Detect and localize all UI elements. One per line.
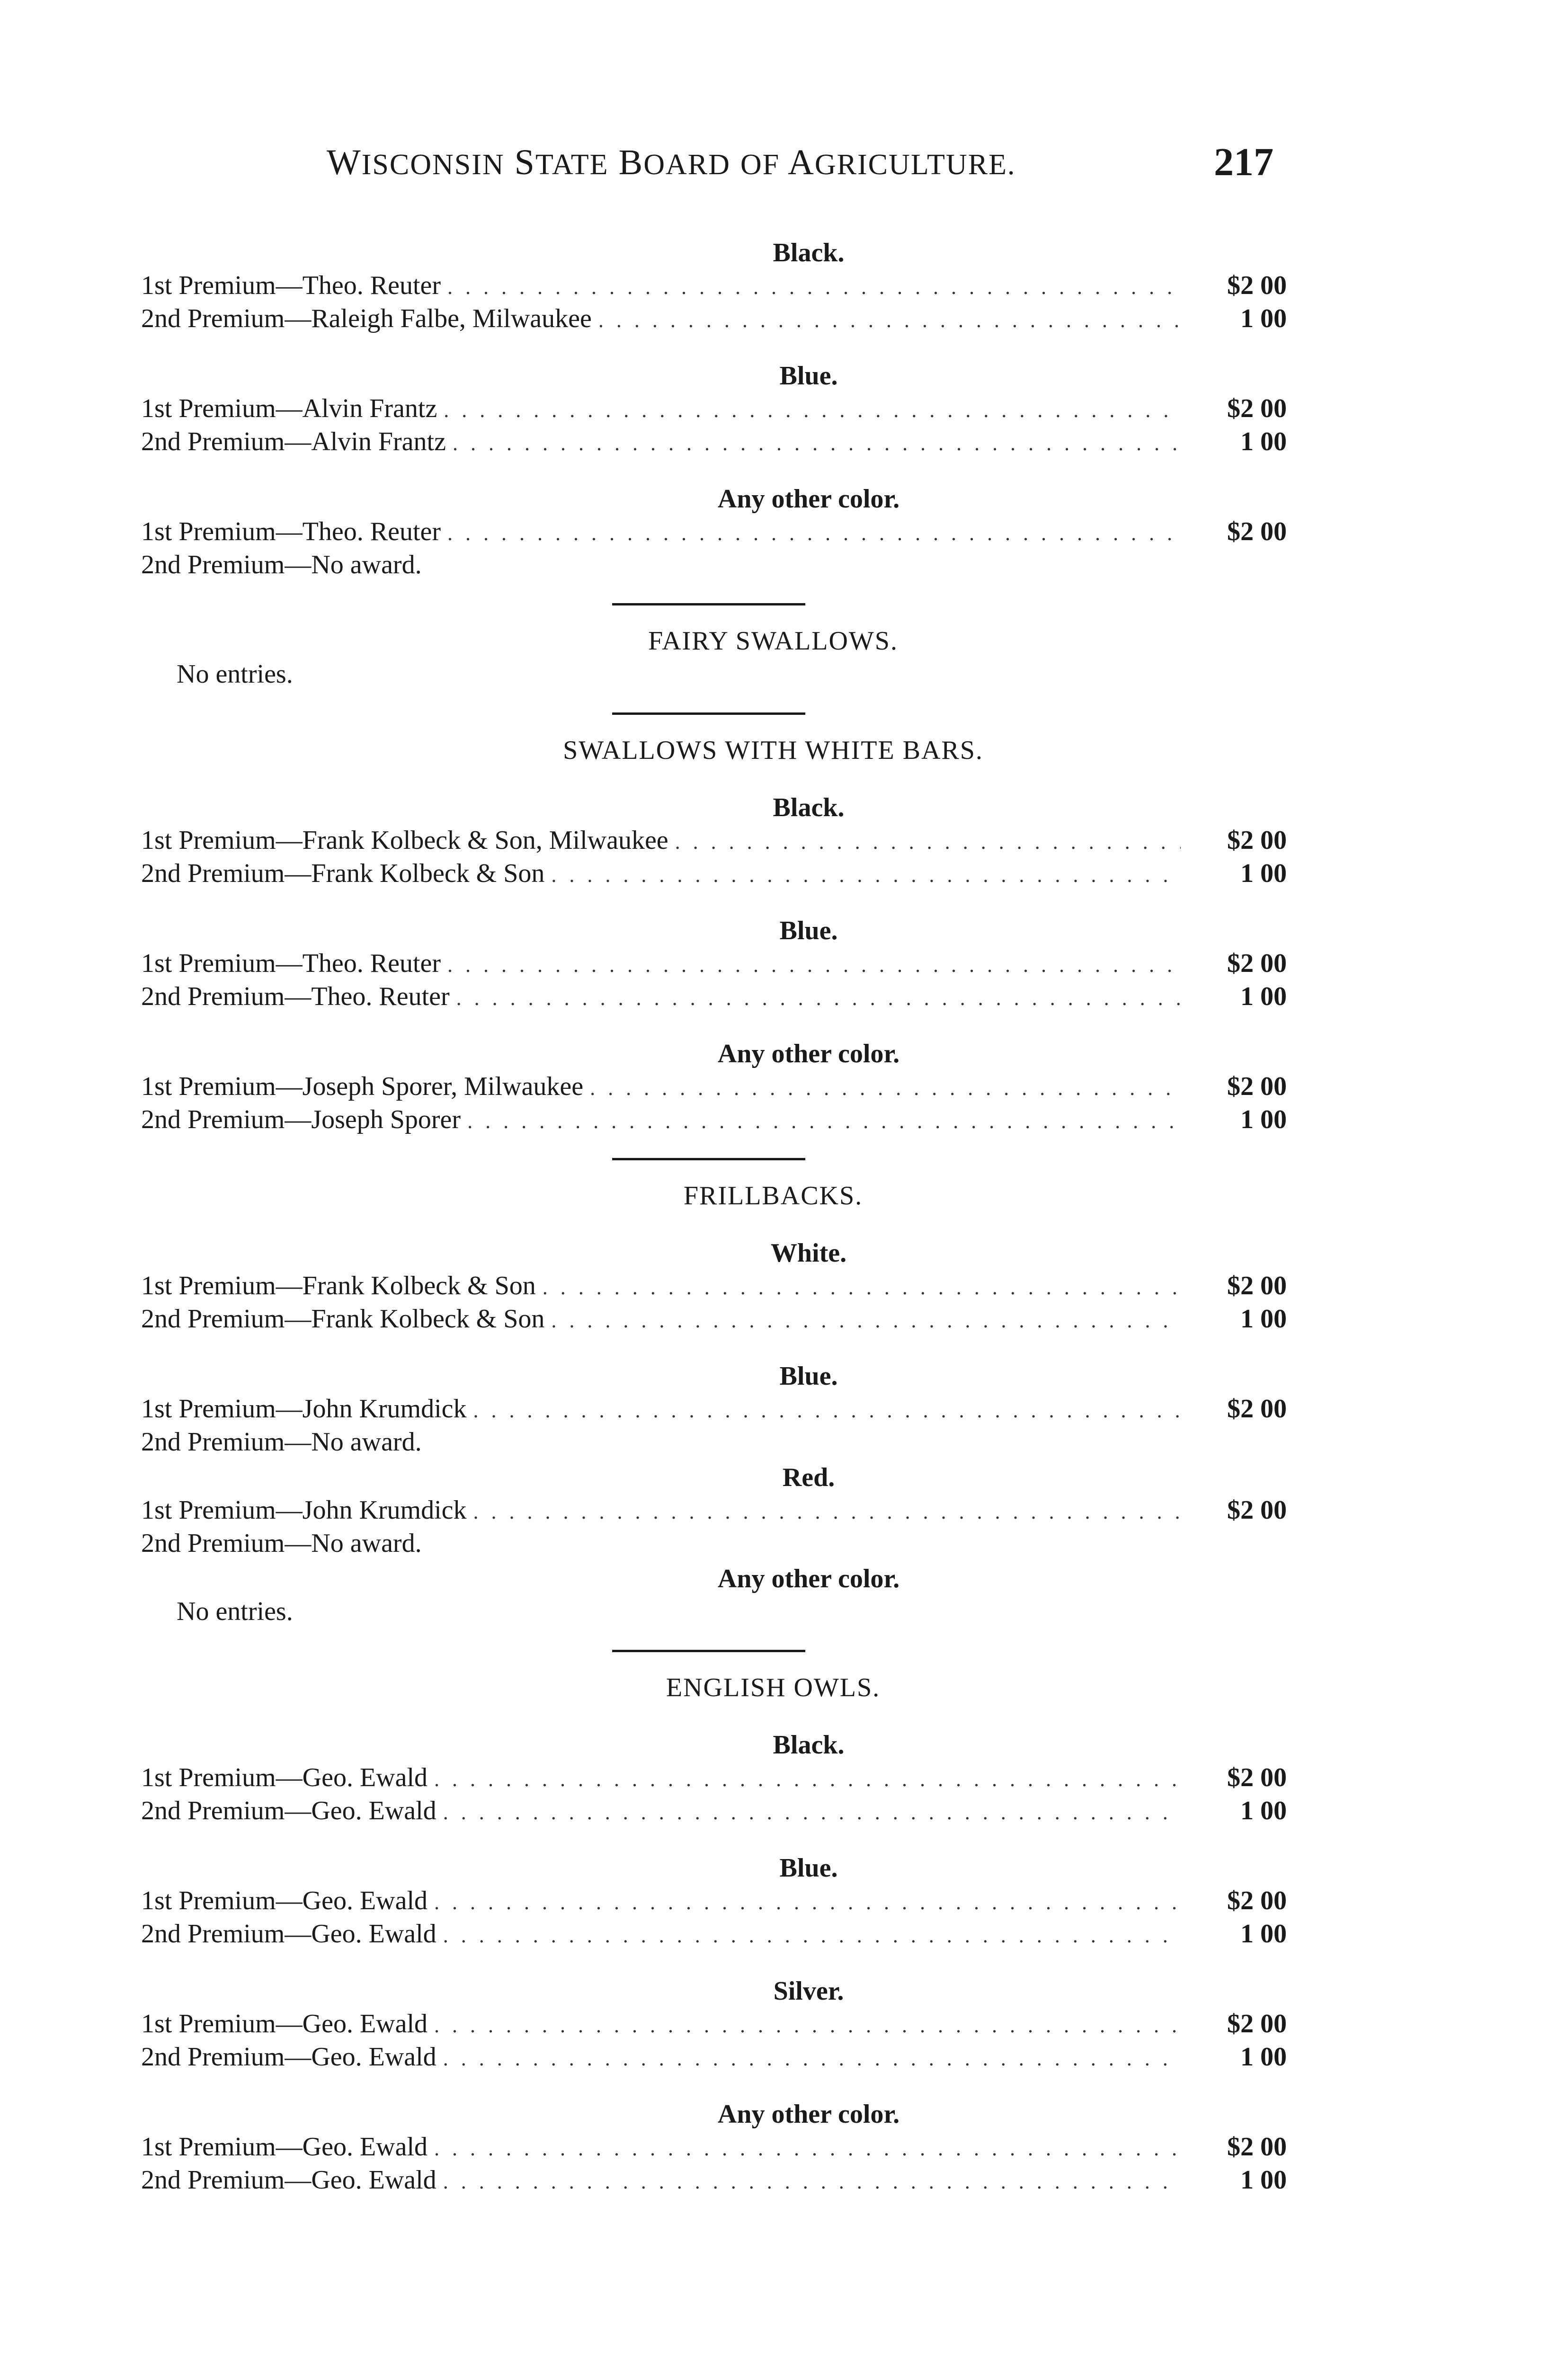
premium-entry: 2nd Premium—No award. [141,1529,422,1558]
premium-entry: 1st Premium—Geo. Ewald . . . $2 00 [141,1884,1287,1917]
premium-entry: 2nd Premium—Joseph Sporer . . . 1 00 [141,1103,1287,1136]
subheading-any-other-color: Any other color. [717,2100,900,2129]
subheading-blue: Blue. [779,1361,838,1391]
subheading-black: Black. [773,1730,845,1760]
section-divider [612,603,805,605]
premium-entry: 1st Premium—Frank Kolbeck & Son, Milwaukee . . . $2 00 [141,824,1287,857]
section-divider [612,712,805,715]
section-divider [612,1650,805,1652]
section-heading-fairy-swallows: FAIRY SWALLOWS. [648,626,898,656]
premium-entry: 2nd Premium—Geo. Ewald . . . 1 00 [141,2163,1287,2197]
premium-list [141,237,1287,2197]
running-title: WISCONSIN STATE BOARD OF AGRICULTURE. [327,142,1016,182]
premium-entry: 1st Premium—Geo. Ewald . . . $2 00 [141,2130,1287,2163]
premium-entry: 1st Premium—Geo. Ewald . . . $2 00 [141,1761,1287,1794]
premium-entry: 1st Premium—Geo. Ewald . . . $2 00 [141,2007,1287,2040]
premium-entry: 1st Premium—Theo. Reuter . . . $2 00 [141,515,1287,548]
premium-entry: 2nd Premium—Frank Kolbeck & Son . . . 1 00 [141,1302,1287,1335]
section-heading-frillbacks: FRILLBACKS. [683,1181,863,1210]
subheading-white: White. [770,1238,847,1268]
premium-entry: 2nd Premium—Theo. Reuter . . . 1 00 [141,980,1287,1013]
subheading-blue: Blue. [779,1853,838,1883]
premium-entry: 1st Premium—Theo. Reuter . . . $2 00 [141,947,1287,980]
premium-entry: 2nd Premium—Geo. Ewald . . . 1 00 [141,1917,1287,1950]
subheading-red: Red. [782,1463,835,1492]
subheading-blue: Blue. [779,361,838,391]
subheading-silver: Silver. [773,1976,844,2006]
section-heading-swallows: SWALLOWS WITH WHITE BARS. [563,736,983,765]
running-header [327,142,1274,199]
premium-entry: 2nd Premium—No award. [141,550,422,579]
premium-entry: 1st Premium—John Krumdick . . . $2 00 [141,1392,1287,1425]
premium-entry: 2nd Premium—Frank Kolbeck & Son . . . 1 00 [141,857,1287,890]
page-number: 217 [1214,140,1274,184]
section-divider [612,1158,805,1160]
no-entries-note: No entries. [177,659,293,689]
subheading-black: Black. [773,793,845,822]
premium-entry: 2nd Premium—Geo. Ewald . . . 1 00 [141,1794,1287,1827]
premium-entry: 1st Premium—Alvin Frantz . . . $2 00 [141,392,1287,425]
subheading-black: Black. [773,238,845,267]
premium-entry: 1st Premium—Theo. Reuter . . . $2 00 [141,269,1287,302]
premium-entry: 2nd Premium—Raleigh Falbe, Milwaukee . . . 1 00 [141,302,1287,335]
premium-entry: 1st Premium—Joseph Sporer, Milwaukee . . . $2 00 [141,1070,1287,1103]
subheading-any-other-color: Any other color. [717,484,900,514]
section-heading-english-owls: ENGLISH OWLS. [666,1673,881,1702]
premium-entry: 2nd Premium—No award. [141,1427,422,1457]
premium-entry: 1st Premium—John Krumdick . . . $2 00 [141,1494,1287,1527]
subheading-blue: Blue. [779,916,838,945]
premium-entry: 2nd Premium—Geo. Ewald . . . 1 00 [141,2040,1287,2073]
subheading-any-other-color: Any other color. [717,1564,900,1593]
premium-entry: 2nd Premium—Alvin Frantz . . . 1 00 [141,425,1287,458]
subheading-any-other-color: Any other color. [717,1039,900,1068]
premium-entry: 1st Premium—Frank Kolbeck & Son . . . $2 00 [141,1269,1287,1302]
no-entries-note: No entries. [177,1597,293,1626]
